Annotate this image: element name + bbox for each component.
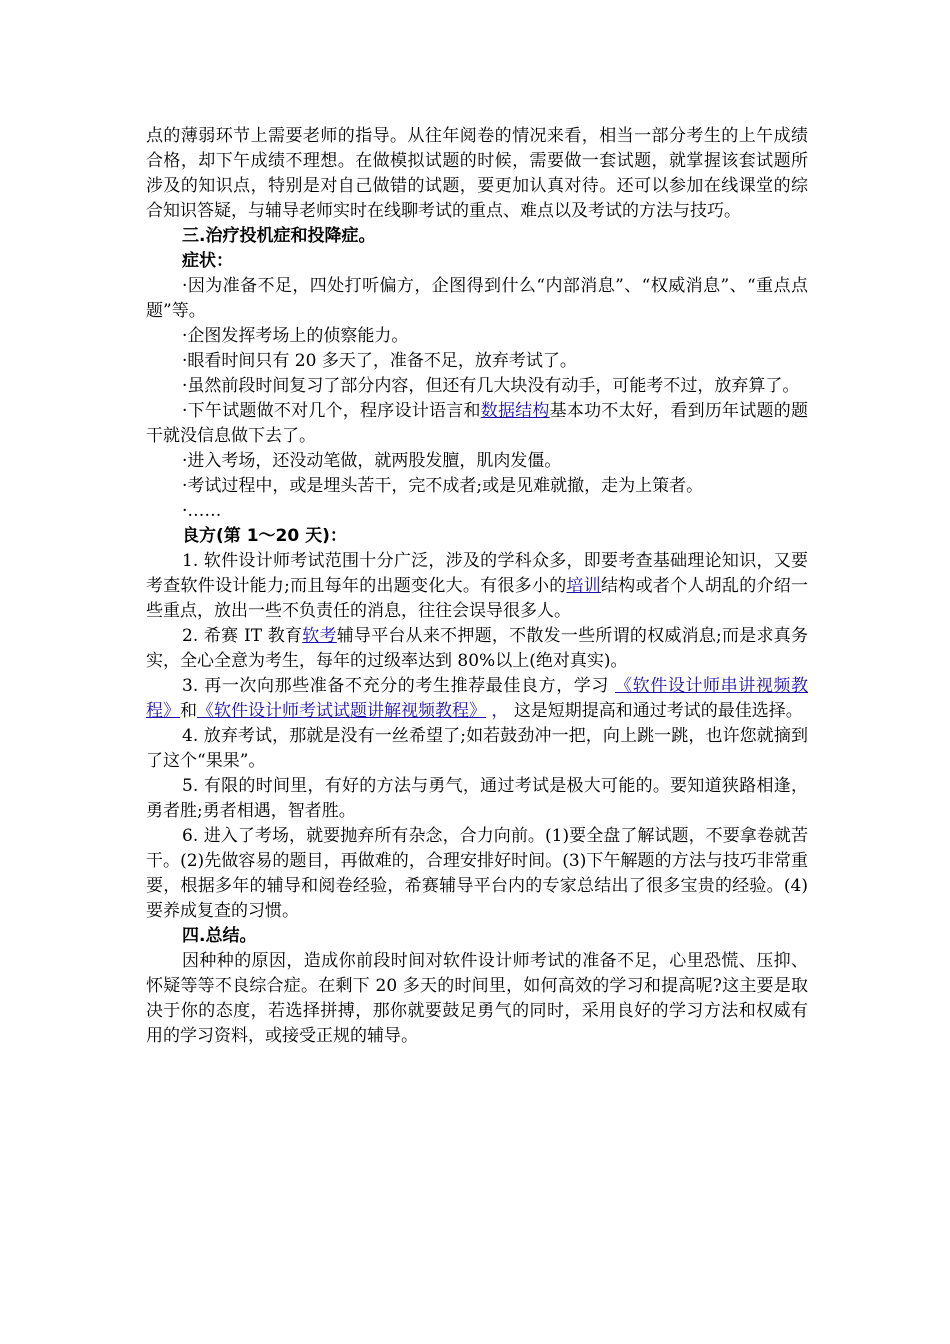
lecture-video-link[interactable]: 《软件设计师串讲视频教程》 (146, 676, 809, 721)
symptom-text: 基本功不太好，看到历年试题的题干就没信息做下去了。 (146, 401, 809, 446)
remedy-heading: 良方(第 1～20 天)： (182, 526, 347, 546)
remedy-item (146, 549, 808, 624)
training-link[interactable]: 培训 (566, 576, 602, 596)
remedy-item (146, 674, 808, 724)
section-4-heading: 四.总结。 (182, 926, 257, 946)
remedy-text: 这是短期提高和通过考试的最佳选择。 (513, 701, 803, 721)
symptom-item: ·企图发挥考场上的侦察能力。 (182, 326, 409, 346)
section-3-heading: 三.治疗投机症和投降症。 (182, 226, 376, 246)
remedy-item (146, 624, 808, 674)
symptom-item (146, 399, 808, 449)
link-separator: ， (491, 701, 509, 721)
ruankao-link[interactable]: 软考 (302, 626, 337, 646)
symptom-item: ·虽然前段时间复习了部分内容，但还有几大块没有动手，可能考不过，放弃算了。 (182, 376, 800, 396)
symptom-item: ·进入考场，还没动笔做，就两股发膻，肌肉发僵。 (182, 451, 562, 471)
remedy-text: 1. 软件设计师考试范围十分广泛，涉及的学科众多，即要考查基础理论知识，又要考查软件设计能力;而且每年的出题变化大。有很多小的 (146, 551, 808, 596)
symptom-text: ·下午试题做不对几个，程序设计语言和 (182, 401, 481, 421)
remedy-item: 4. 放弃考试，那就是没有一丝希望了;如若鼓劲冲一把，向上跳一跳，也许您就摘到了这个“果果”。 (146, 726, 808, 771)
remedy-text: 辅导平台从来不押题，不散发一些所谓的权威消息;而是求真务实，全心全意为考生，每年的过级率达到 80%以上(绝对真实)。 (146, 626, 809, 671)
exam-video-link[interactable]: 《软件设计师考试试题讲解视频教程》 (197, 701, 486, 721)
symptom-item: ·眼看时间只有 20 多天了，准备不足，放弃考试了。 (182, 351, 577, 371)
remedy-text: 和 (180, 701, 197, 721)
symptom-item: ·…… (182, 501, 222, 521)
remedy-text: 结构或者个人胡乱的介绍一些重点，放出一些不负责任的消息，往往会误导很多人。 (146, 576, 809, 621)
remedy-text: 2. 希赛 IT 教育 (182, 626, 303, 646)
remedy-item: 5. 有限的时间里，有好的方法与勇气，通过考试是极大可能的。要知道狭路相逢，勇者胜;勇者相遇，智者胜。 (146, 776, 808, 821)
symptom-item: ·因为准备不足，四处打听偏方，企图得到什么“内部消息”、“权威消息”、“重点点题”等。 (146, 276, 808, 321)
symptom-item: ·考试过程中，或是埋头苦干，完不成者;或是见难就撤，走为上策者。 (182, 476, 704, 496)
remedy-text: 3. 再一次向那些准备不充分的考生推荐最佳良方，学习 (182, 676, 610, 696)
intro-paragraph: 点的薄弱环节上需要老师的指导。从往年阅卷的情况来看，相当一部分考生的上午成绩合格，却下午成绩不理想。在做模拟试题的时候，需要做一套试题，就掌握该套试题所涉及的知识点，特别是对自己做错的试题，要更加认真对待。还可以参加在线课堂的综合知识答疑，与辅导老师实时在线聊考试的重点、难点以及考试的方法与技巧。 (146, 126, 808, 221)
symptoms-heading: 症状： (182, 251, 233, 271)
article-body (146, 124, 808, 1049)
summary-paragraph: 因种种的原因，造成你前段时间对软件设计师考试的准备不足，心里恐慌、压抑、怀疑等等不良综合症。在剩下 20 多天的时间里，如何高效的学习和提高呢?这主要是取决于你的态度，若选择拼搏，那你就要鼓足勇气的同时，采用良好的学习方法和权威有用的学习资料，或接受正规的辅导。 (146, 951, 808, 1046)
remedy-item: 6. 进入了考场，就要抛弃所有杂念，合力向前。(1)要全盘了解试题，不要拿卷就苦干。(2)先做容易的题目，再做难的，合理安排好时间。(3)下午解题的方法与技巧非常重要，根据多年的辅导和阅卷经验，希赛辅导平台内的专家总结出了很多宝贵的经验。(4)要养成复查的习惯。 (146, 826, 808, 921)
data-structure-link[interactable]: 数据结构 (480, 401, 550, 421)
